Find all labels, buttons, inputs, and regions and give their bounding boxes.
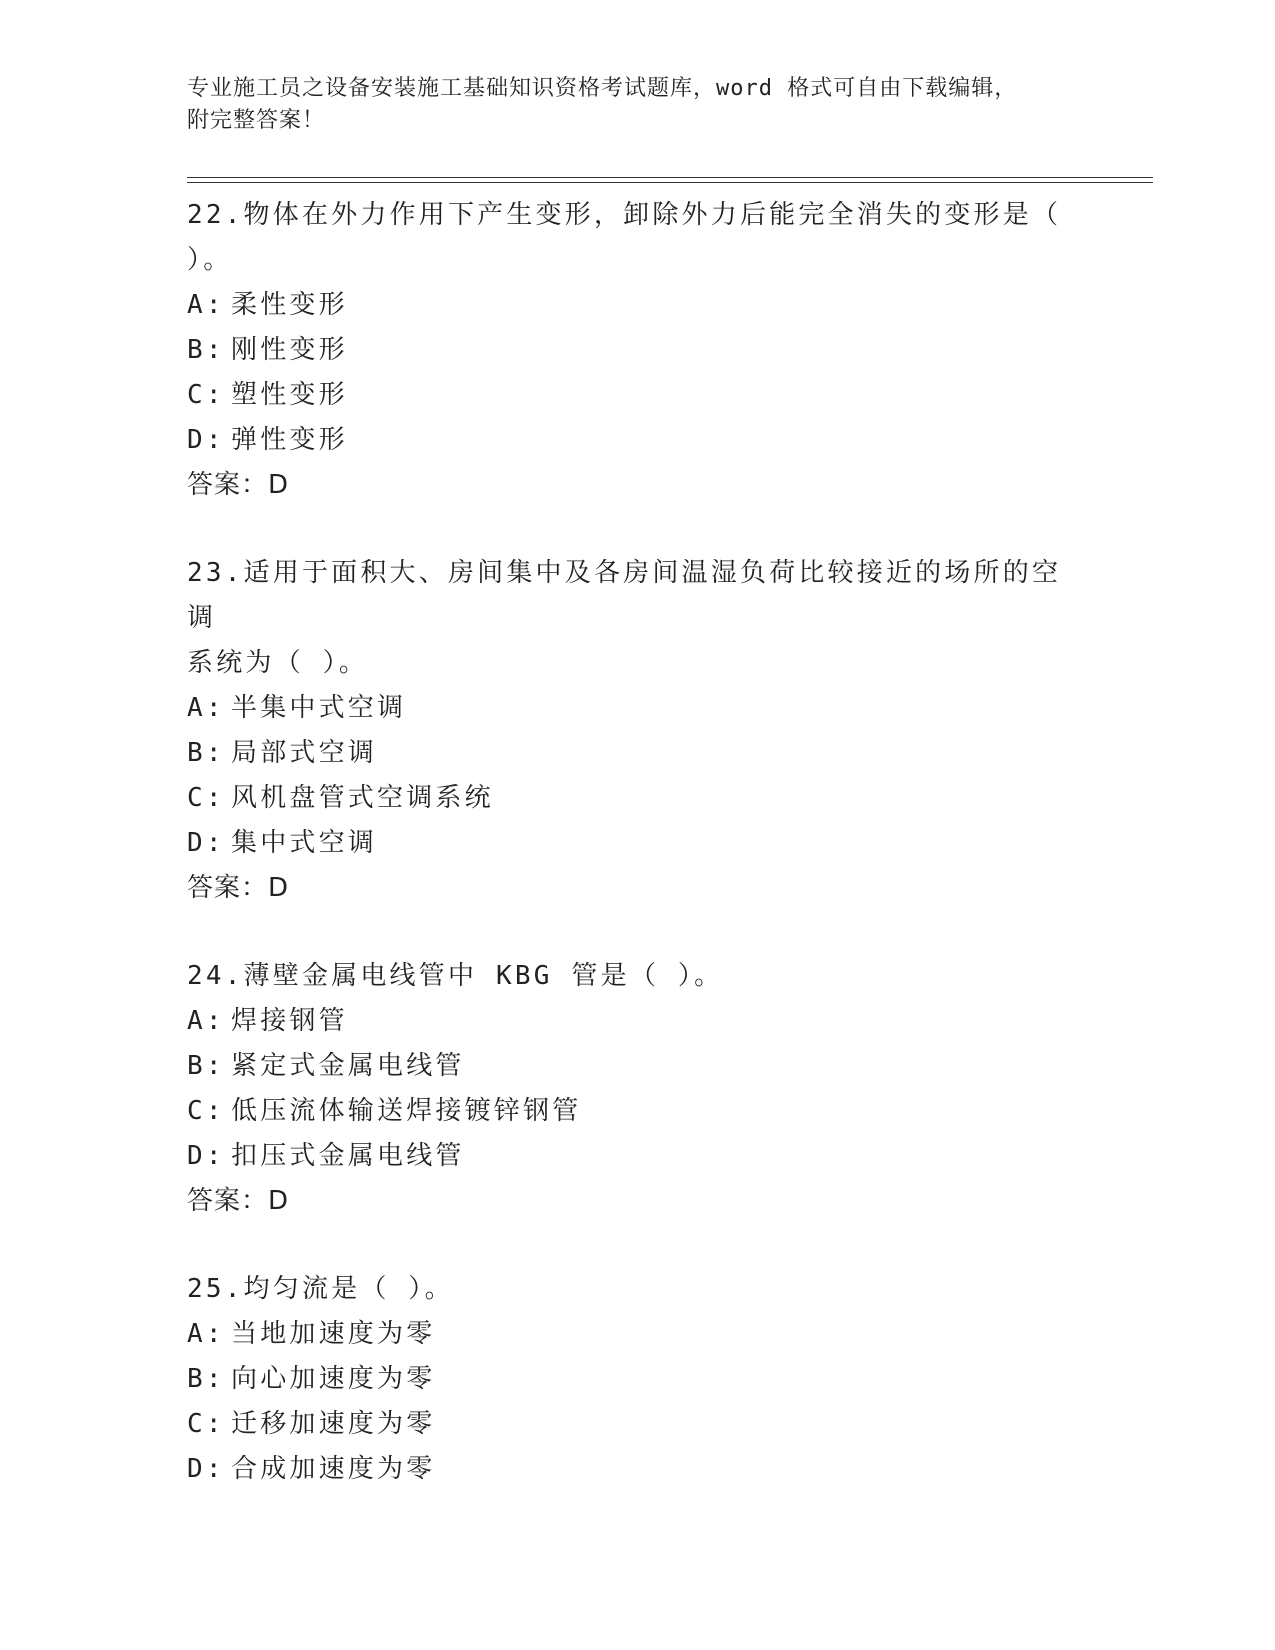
option-text: 集中式空调	[231, 828, 378, 858]
option-text: 合成加速度为零	[231, 1454, 436, 1484]
option-key: B:	[187, 1051, 225, 1081]
answer-line: 答案：D	[187, 470, 290, 500]
option-text: 扣压式金属电线管	[231, 1141, 465, 1171]
option-a	[187, 686, 1087, 731]
option-text: 塑性变形	[231, 380, 348, 410]
option-text: 紧定式金属电线管	[231, 1051, 465, 1081]
option-b	[187, 1357, 1087, 1402]
option-text: 局部式空调	[231, 738, 378, 768]
option-key: B:	[187, 1364, 225, 1394]
option-key: A:	[187, 1319, 225, 1349]
option-text: 向心加速度为零	[231, 1364, 436, 1394]
question-stem: 24.薄壁金属电线管中 KBG 管是（ ）。	[187, 961, 724, 991]
option-text: 柔性变形	[231, 290, 348, 320]
option-a	[187, 1312, 1087, 1357]
option-a	[187, 283, 1087, 328]
question-22	[187, 193, 1087, 508]
option-text: 低压流体输送焊接镀锌钢管	[231, 1096, 582, 1126]
option-c	[187, 1402, 1087, 1447]
header-divider-top	[187, 177, 1153, 178]
question-23	[187, 551, 1087, 911]
option-key: B:	[187, 335, 225, 365]
option-a	[187, 999, 1087, 1044]
option-d	[187, 821, 1087, 866]
header-line-2: 附完整答案！	[187, 108, 326, 133]
option-key: D:	[187, 425, 225, 455]
option-key: D:	[187, 828, 225, 858]
option-text: 迁移加速度为零	[231, 1409, 436, 1439]
option-c	[187, 1089, 1087, 1134]
option-d	[187, 1134, 1087, 1179]
option-c	[187, 373, 1087, 418]
option-text: 刚性变形	[231, 335, 348, 365]
option-key: C:	[187, 380, 225, 410]
option-b	[187, 1044, 1087, 1089]
answer-line: 答案：D	[187, 873, 290, 903]
header-divider-bottom	[187, 182, 1153, 183]
option-text: 半集中式空调	[231, 693, 407, 723]
answer-line: 答案：D	[187, 1186, 290, 1216]
option-d	[187, 1447, 1087, 1492]
option-c	[187, 776, 1087, 821]
option-key: A:	[187, 1006, 225, 1036]
option-text: 当地加速度为零	[231, 1319, 436, 1349]
question-stem: 23.适用于面积大、房间集中及各房间温湿负荷比较接近的场所的空调 系统为（ ）。	[187, 558, 1062, 678]
question-25	[187, 1267, 1087, 1492]
document-header	[187, 73, 1087, 137]
option-b	[187, 731, 1087, 776]
option-text: 风机盘管式空调系统	[231, 783, 494, 813]
option-key: D:	[187, 1454, 225, 1484]
option-b	[187, 328, 1087, 373]
option-text: 焊接钢管	[231, 1006, 348, 1036]
option-key: A:	[187, 290, 225, 320]
option-key: A:	[187, 693, 225, 723]
header-line-1: 专业施工员之设备安装施工基础知识资格考试题库，word 格式可自由下载编辑，	[187, 76, 1018, 101]
option-key: C:	[187, 1096, 225, 1126]
option-key: C:	[187, 1409, 225, 1439]
option-d	[187, 418, 1087, 463]
question-list	[187, 193, 1087, 1535]
question-24	[187, 954, 1087, 1224]
option-key: D:	[187, 1141, 225, 1171]
question-stem: 25.均匀流是（ ）。	[187, 1274, 454, 1304]
question-stem: 22.物体在外力作用下产生变形，卸除外力后能完全消失的变形是（ ）。	[187, 200, 1062, 275]
option-key: C:	[187, 783, 225, 813]
option-key: B:	[187, 738, 225, 768]
option-text: 弹性变形	[231, 425, 348, 455]
